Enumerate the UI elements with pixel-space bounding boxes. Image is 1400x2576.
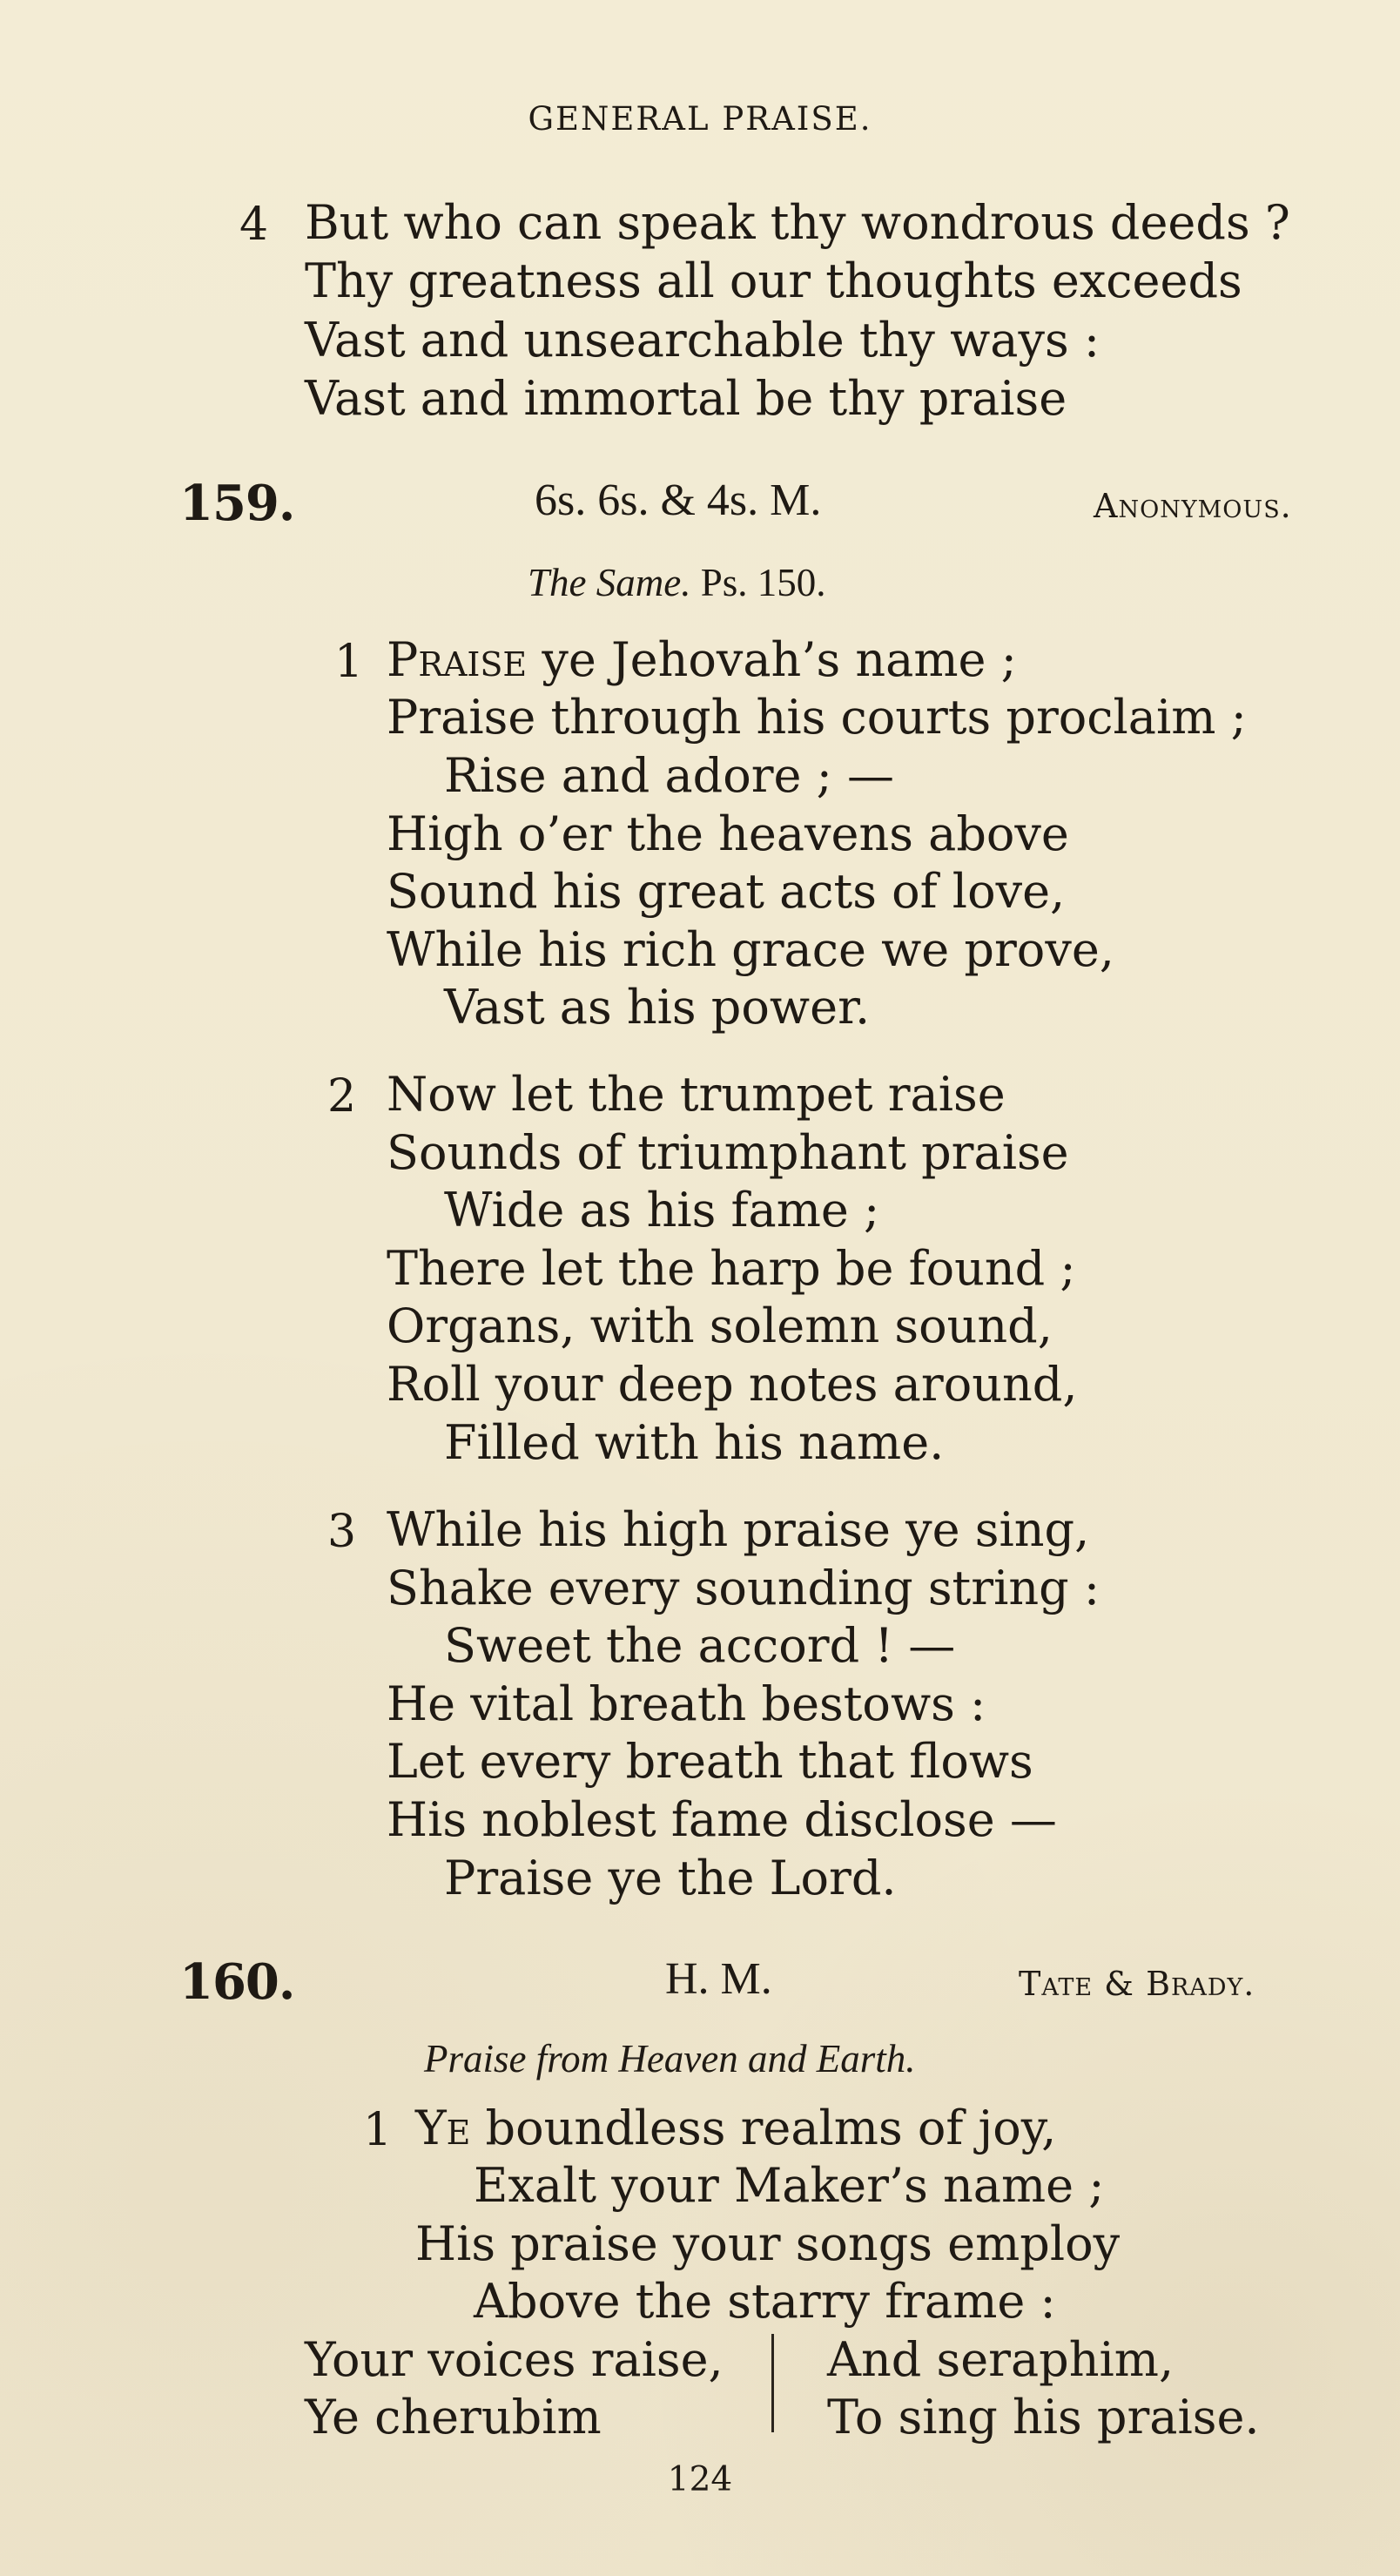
initial-word: Praise — [387, 632, 528, 687]
hymn-line: He vital breath bestows : — [387, 1676, 986, 1731]
initial-word: Ye — [415, 2101, 471, 2155]
author-name: Anonymous. — [1094, 487, 1292, 525]
line-rest: boundless realms of joy, — [470, 2101, 1057, 2155]
hymn-line: Above the starry frame : — [474, 2274, 1056, 2329]
hymn-line-left-column: Ye cherubim — [305, 2390, 602, 2445]
hymn-subtitle: Praise from Heaven and Earth. — [424, 2037, 916, 2080]
hymn-line: Roll your deep notes around, — [387, 1357, 1078, 1412]
hymn-line: Praise through his courts proclaim ; — [387, 690, 1247, 745]
hymn-line — [415, 2101, 1057, 2155]
hymn-line: Vast as his power. — [444, 980, 871, 1035]
hymn-line: Vast and unsearchable thy ways : — [305, 313, 1100, 368]
subtitle-reference: Ps. 150. — [700, 561, 826, 604]
hymn-line: Filled with his name. — [444, 1415, 945, 1470]
verse-number: 1 — [363, 2104, 393, 2156]
hymn-line-left-column: Your voices raise, — [305, 2332, 724, 2387]
page-number: 124 — [667, 2460, 733, 2499]
hymn-line: His praise your songs employ — [415, 2216, 1121, 2271]
hymn-line: Vast and immortal be thy praise — [305, 371, 1067, 426]
hymn-line: Thy greatness all our thoughts exceeds — [305, 253, 1242, 308]
hymn-line — [387, 632, 1017, 687]
verse-number: 1 — [334, 636, 364, 688]
hymn-line: Sounds of triumphant praise — [387, 1125, 1069, 1180]
hymn-line: But who can speak thy wondrous deeds ? — [305, 195, 1290, 250]
hymn-line: Now let the trumpet raise — [387, 1067, 1006, 1122]
hymn-line: Praise ye the Lord. — [444, 1851, 897, 1905]
subtitle-title: The Same. — [528, 561, 691, 604]
line-rest: ye Jehovah’s name ; — [527, 632, 1017, 687]
column-divider — [771, 2334, 774, 2432]
hymn-line: Wide as his fame ; — [444, 1183, 880, 1237]
hymn-line: Sweet the accord ! — — [444, 1618, 956, 1673]
hymn-number: 159. — [179, 475, 295, 532]
hymn-subtitle — [528, 560, 826, 605]
author-name: Tate & Brady. — [1019, 1965, 1255, 2003]
hymn-line: While his rich grace we prove, — [387, 922, 1114, 977]
running-head: GENERAL PRAISE. — [528, 100, 872, 138]
verse-number: 2 — [327, 1070, 357, 1123]
hymn-line: Let every breath that flows — [387, 1734, 1033, 1789]
meter-label: H. M. — [665, 1954, 772, 2004]
hymn-line-right-column: To sing his praise. — [827, 2390, 1260, 2445]
verse-number: 4 — [239, 199, 269, 251]
hymn-line: Rise and adore ; — — [444, 748, 895, 803]
hymn-line-right-column: And seraphim, — [827, 2332, 1175, 2387]
hymn-line: His noblest fame disclose — — [387, 1792, 1057, 1847]
hymn-line: There let the harp be found ; — [387, 1241, 1076, 1296]
hymn-line: Exalt your Maker’s name ; — [474, 2158, 1105, 2213]
hymn-line: Sound his great acts of love, — [387, 864, 1066, 919]
hymn-line: Shake every sounding string : — [387, 1561, 1100, 1615]
meter-label: 6s. 6s. & 4s. M. — [535, 475, 822, 525]
hymn-line: Organs, with solemn sound, — [387, 1298, 1053, 1353]
hymn-line: While his high praise ye sing, — [387, 1502, 1090, 1557]
verse-number: 3 — [327, 1506, 357, 1558]
hymn-number: 160. — [179, 1953, 295, 2011]
hymn-line: High o’er the heavens above — [387, 806, 1069, 861]
